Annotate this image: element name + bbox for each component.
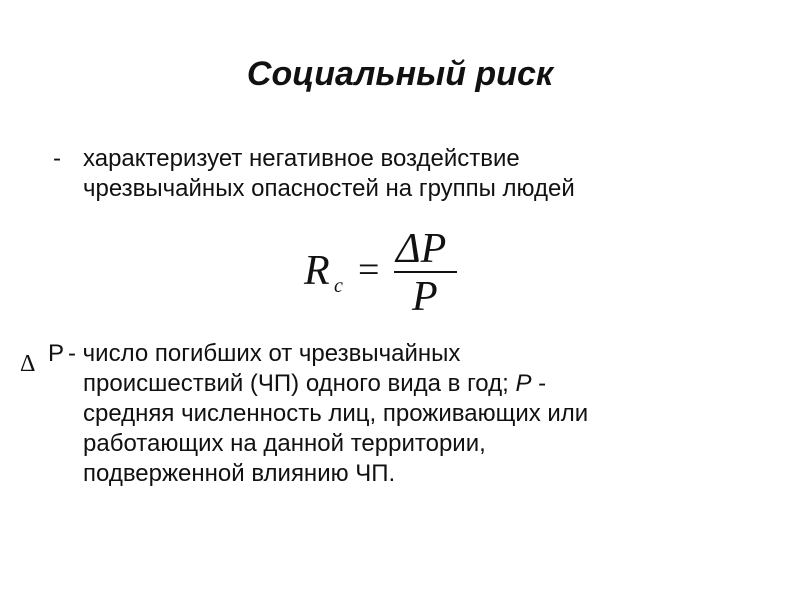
definition-line-5: подверженной влиянию ЧП. [83, 460, 396, 487]
formula-lhs-symbol: R [304, 248, 330, 294]
delta-symbol: Δ [20, 351, 36, 377]
definition-text [68, 339, 773, 489]
social-risk-formula [302, 220, 472, 318]
definition-line-2-pre: происшествий (ЧП) одного вида в год; [83, 370, 516, 397]
definition-line-4: работающих на данной территории, [83, 430, 486, 457]
bullet-dash: - [53, 145, 61, 172]
definition-lead-letter: P [48, 340, 65, 367]
slide-title: Социальный риск [246, 55, 554, 93]
bullet-text [83, 144, 763, 204]
formula-denominator: P [412, 274, 438, 318]
definition-line-2-post: - [531, 370, 547, 397]
definition-variable-p: Р [515, 370, 532, 397]
formula-equals: = [358, 249, 380, 291]
bullet-line-2: чрезвычайных опасностей на группы людей [83, 175, 575, 202]
definition-line-2 [83, 369, 773, 399]
formula-numerator: ΔP [396, 226, 447, 272]
definition-line-3: средняя численность лиц, проживающих или [83, 400, 589, 427]
bullet-line-1: характеризует негативное воздействие [83, 145, 520, 172]
definition-line-1: - число погибших от чрезвычайных [68, 340, 461, 367]
formula-lhs-subscript: c [334, 275, 343, 297]
